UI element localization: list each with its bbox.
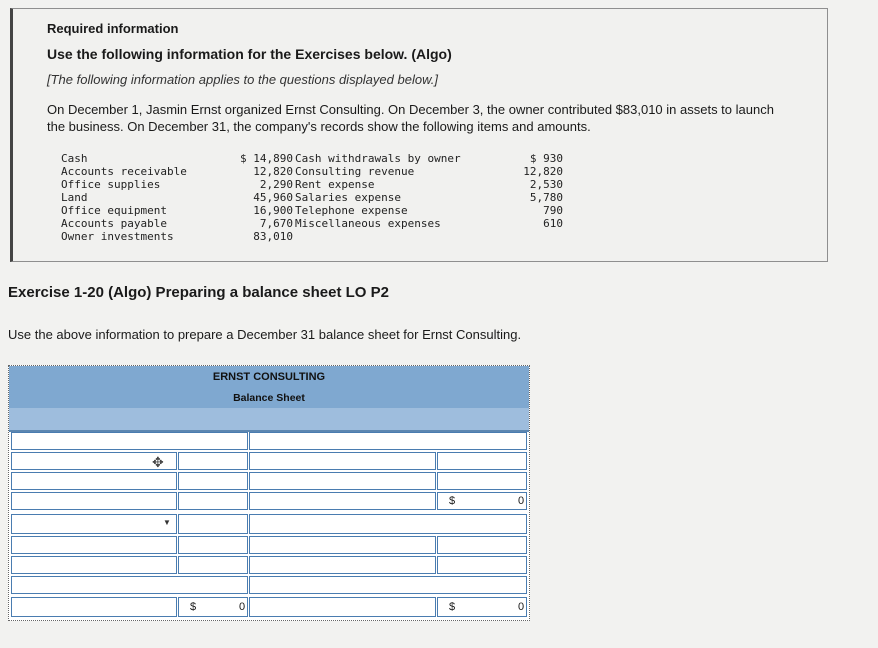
sheet-input-cell[interactable] bbox=[249, 472, 436, 490]
right-item-values bbox=[511, 152, 563, 230]
item-value: 16,900 bbox=[253, 204, 293, 217]
sheet-input-cell[interactable] bbox=[11, 556, 177, 574]
item-value: $ 14,890 bbox=[240, 152, 293, 165]
item-value: 12,820 bbox=[253, 165, 293, 178]
right-item-names bbox=[295, 152, 461, 230]
item-value: 83,010 bbox=[253, 230, 293, 243]
move-cursor-icon: ✥ bbox=[152, 454, 164, 470]
item-value: 790 bbox=[543, 204, 563, 217]
sheet-input-cell[interactable] bbox=[178, 536, 248, 554]
statement-name-header: Balance Sheet bbox=[9, 388, 529, 409]
item-value: 5,780 bbox=[529, 191, 563, 204]
sheet-input-cell[interactable] bbox=[178, 472, 248, 490]
total-value: 0 bbox=[518, 495, 525, 507]
exercise-title: Exercise 1-20 (Algo) Preparing a balance sheet LO P2 bbox=[8, 284, 389, 301]
item-name: Rent expense bbox=[295, 178, 375, 191]
exercises-heading: Use the following information for the Exercises below. (Algo) bbox=[47, 46, 452, 62]
scenario-paragraph: On December 1, Jasmin Ernst organized Ernst Consulting. On December 3, the owner contributed $83,010 in assets to launch the business. On December 31, the company's records show the following items and amounts. bbox=[47, 102, 774, 134]
item-value: 12,820 bbox=[523, 165, 563, 178]
sheet-input-cell[interactable] bbox=[178, 452, 248, 470]
currency-symbol: $ bbox=[190, 601, 197, 613]
left-item-names bbox=[61, 152, 187, 243]
item-name: Cash withdrawals by owner bbox=[295, 152, 461, 165]
required-info-title: Required information bbox=[47, 21, 179, 36]
item-name: Office equipment bbox=[61, 204, 167, 217]
sheet-input-cell[interactable] bbox=[249, 597, 436, 617]
applies-note: [The following information applies to the questions displayed below.] bbox=[47, 72, 438, 87]
item-name: Cash bbox=[61, 152, 88, 165]
balance-sheet-worksheet bbox=[8, 365, 530, 621]
currency-symbol: $ bbox=[449, 495, 456, 507]
sheet-input-cell[interactable] bbox=[249, 576, 527, 594]
item-name: Land bbox=[61, 191, 88, 204]
sheet-input-cell[interactable] bbox=[11, 597, 177, 617]
sheet-input-cell[interactable] bbox=[249, 536, 436, 554]
item-name: Accounts receivable bbox=[61, 165, 187, 178]
sheet-input-cell[interactable] bbox=[11, 536, 177, 554]
item-name: Office supplies bbox=[61, 178, 161, 191]
company-name-header: ERNST CONSULTING bbox=[9, 366, 529, 389]
item-value: 45,960 bbox=[253, 191, 293, 204]
item-value: 610 bbox=[543, 217, 563, 230]
total-liabilities-equity-value: 0 bbox=[518, 601, 525, 613]
total-assets-value: 0 bbox=[239, 601, 246, 613]
sheet-input-cell[interactable] bbox=[249, 556, 436, 574]
item-value: 2,290 bbox=[259, 178, 293, 191]
sheet-input-cell[interactable] bbox=[11, 576, 248, 594]
item-name: Telephone expense bbox=[295, 204, 408, 217]
required-information-panel bbox=[10, 8, 828, 262]
item-name: Owner investments bbox=[61, 230, 174, 243]
sheet-input-cell[interactable] bbox=[11, 472, 177, 490]
item-name: Accounts payable bbox=[61, 217, 167, 230]
item-value: $ 930 bbox=[529, 152, 563, 165]
exercise-instruction: Use the above information to prepare a December 31 balance sheet for Ernst Consulting. bbox=[8, 327, 522, 342]
total-assets-cell[interactable] bbox=[178, 597, 248, 617]
item-name: Consulting revenue bbox=[295, 165, 415, 178]
sheet-input-cell[interactable] bbox=[249, 514, 527, 534]
sheet-input-cell[interactable] bbox=[437, 452, 527, 470]
sheet-input-cell[interactable] bbox=[249, 432, 527, 450]
currency-symbol: $ bbox=[449, 601, 456, 613]
sheet-input-cell[interactable] bbox=[249, 492, 436, 510]
chevron-down-icon[interactable]: ▼ bbox=[163, 518, 171, 527]
sheet-input-cell[interactable] bbox=[437, 556, 527, 574]
item-value: 7,670 bbox=[259, 217, 293, 230]
sheet-input-cell[interactable] bbox=[11, 492, 177, 510]
sheet-input-cell[interactable] bbox=[178, 492, 248, 510]
sheet-input-cell[interactable] bbox=[437, 472, 527, 490]
item-name: Salaries expense bbox=[295, 191, 401, 204]
date-header-row bbox=[9, 408, 529, 432]
item-name: Miscellaneous expenses bbox=[295, 217, 441, 230]
sheet-input-cell[interactable] bbox=[178, 556, 248, 574]
sheet-input-cell[interactable] bbox=[249, 452, 436, 470]
account-dropdown[interactable] bbox=[11, 514, 177, 534]
left-item-values bbox=[225, 152, 293, 243]
sheet-input-cell[interactable] bbox=[11, 432, 248, 450]
item-value: 2,530 bbox=[529, 178, 563, 191]
sheet-input-cell[interactable] bbox=[437, 536, 527, 554]
sheet-input-cell[interactable] bbox=[178, 514, 248, 534]
